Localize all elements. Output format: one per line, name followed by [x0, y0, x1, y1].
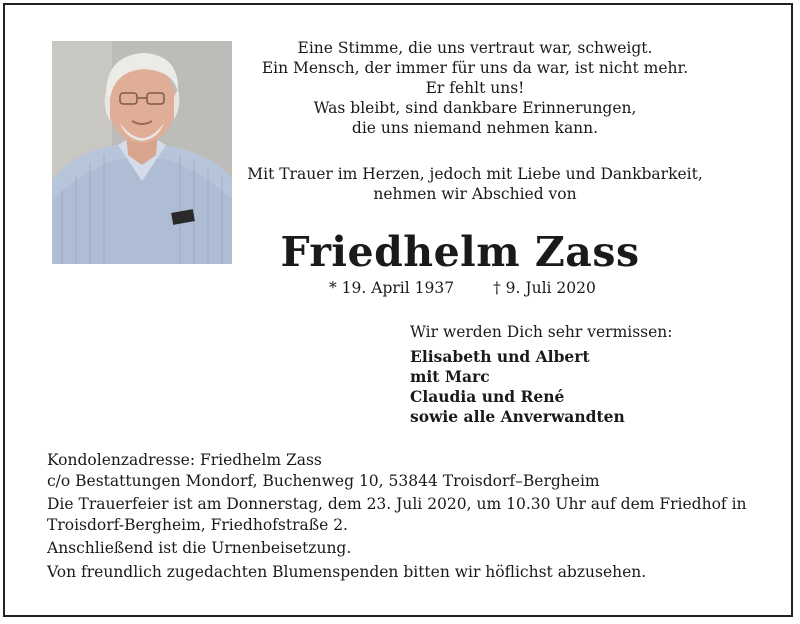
- urn-info: Anschließend ist die Urnenbeisetzung.: [47, 539, 352, 557]
- portrait-photo-icon: [52, 41, 232, 264]
- poem-line: die uns niemand nehmen kann.: [351, 119, 599, 137]
- poem-line: Was bleibt, sind dankbare Erinnerungen,: [313, 99, 637, 117]
- intro-line: nehmen wir Abschied von: [373, 185, 577, 203]
- service-line: Troisdorf-Bergheim, Friedhofstraße 2.: [47, 515, 348, 534]
- service-info: [47, 494, 767, 535]
- mourner-name: mit Marc: [410, 367, 490, 386]
- mourners-lead: Wir werden Dich sehr vermissen:: [410, 323, 673, 341]
- poem-line: Eine Stimme, die uns vertraut war, schweigt.: [297, 39, 653, 57]
- notice-footer: [47, 450, 767, 585]
- mourner-name: Claudia und René: [410, 387, 565, 406]
- portrait-photo: [52, 41, 232, 264]
- mourner-name: sowie alle Anverwandten: [410, 407, 625, 426]
- mourner-name: Elisabeth und Albert: [410, 347, 590, 366]
- poem-line: Ein Mensch, der immer für uns da war, ist nicht mehr.: [261, 59, 689, 77]
- address-line: Kondolenzadresse: Friedhelm Zass: [47, 451, 322, 469]
- death-date: † 9. Juli 2020: [493, 279, 596, 297]
- service-line: Die Trauerfeier ist am Donnerstag, dem 23. Juli 2020, um 10.30 Uhr auf dem Friedhof in: [47, 495, 747, 513]
- poem-line: Er fehlt uns!: [425, 79, 525, 97]
- intro-line: Mit Trauer im Herzen, jedoch mit Liebe und Dankbarkeit,: [247, 165, 703, 183]
- poem: [232, 38, 718, 138]
- flowers-note: Von freundlich zugedachten Blumenspenden bitten wir höflichst abzusehen.: [47, 562, 647, 581]
- deceased-name: Friedhelm Zass: [280, 228, 640, 276]
- condolence-address: [47, 450, 767, 491]
- birth-date: * 19. April 1937: [329, 279, 455, 297]
- intro-text: [232, 164, 718, 204]
- mourners-block: [410, 322, 673, 427]
- address-line: c/o Bestattungen Mondorf, Buchenweg 10, 53844 Troisdorf–Bergheim: [47, 471, 600, 490]
